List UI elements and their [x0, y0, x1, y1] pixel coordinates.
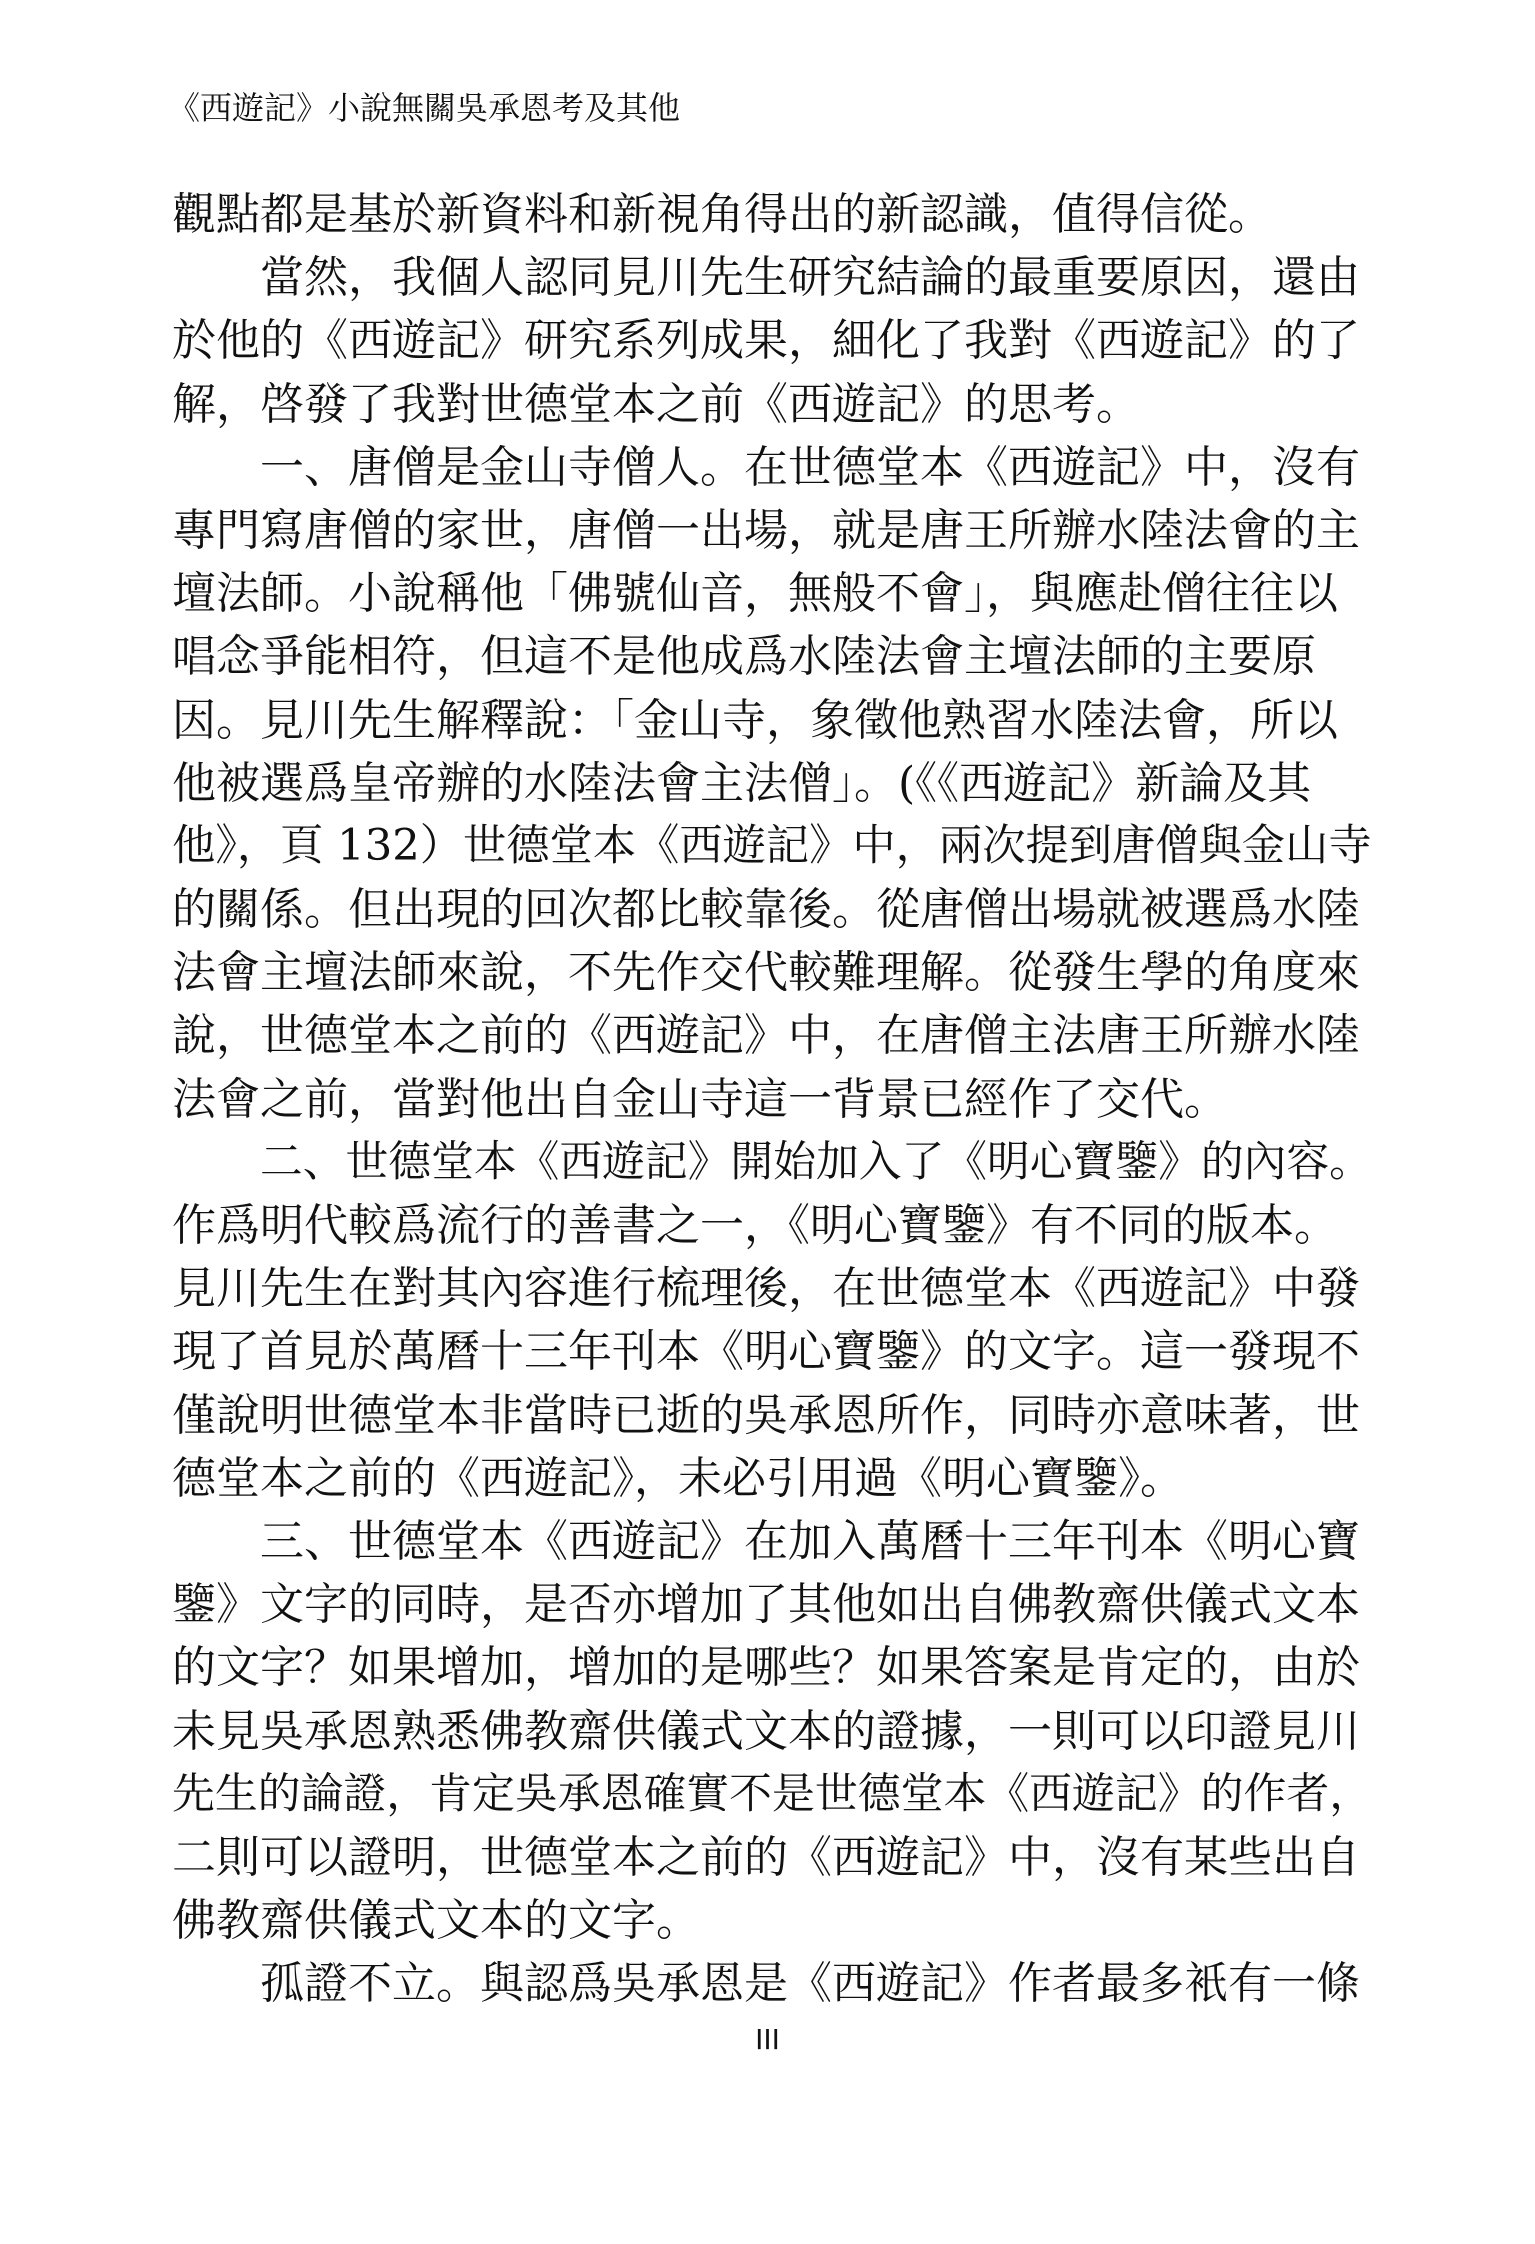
paragraph-start-line: 孤證不立。與認爲吳承恩是《西遊記》作者最多衹有一條 [260, 1958, 1360, 2010]
text-line: 於他的《西遊記》研究系列成果，細化了我對《西遊記》的了 [172, 315, 1360, 367]
text-line: 的關係。但出現的回次都比較靠後。從唐僧出場就被選爲水陸 [172, 884, 1360, 936]
text-line: 德堂本之前的《西遊記》，未必引用過《明心寶鑒》。 [172, 1452, 1184, 1504]
paragraph-start-line: 二、世德堂本《西遊記》開始加入了《明心寶鑒》的內容。 [260, 1136, 1372, 1187]
text-line: 佛教齋供儀式文本的文字。 [172, 1895, 700, 1947]
text-line: 先生的論證，肯定吳承恩確實不是世德堂本《西遊記》的作者， [172, 1768, 1372, 1819]
text-line: 觀點都是基於新資料和新視角得出的新認識，值得信從。 [172, 189, 1272, 240]
text-line: 解，啓發了我對世德堂本之前《西遊記》的思考。 [172, 378, 1140, 430]
paragraph-start-line: 當然，我個人認同見川先生研究結論的最重要原因，還由 [260, 252, 1360, 304]
text-line: 他》，頁 132）世德堂本《西遊記》中，兩次提到唐僧與金山寺 [172, 820, 1372, 871]
paragraph-start-line: 一、唐僧是金山寺僧人。在世德堂本《西遊記》中，沒有 [260, 441, 1360, 493]
paragraph-start-line: 三、世德堂本《西遊記》在加入萬曆十三年刊本《明心寶 [260, 1515, 1360, 1567]
text-line: 壇法師。小說稱他「佛號仙音，無般不會」，與應赴僧往往以 [172, 568, 1338, 620]
text-line: 法會之前，當對他出自金山寺這一背景已經作了交代。 [172, 1073, 1228, 1125]
text-line: 僅說明世德堂本非當時已逝的吳承恩所作，同時亦意味著，世 [172, 1389, 1360, 1441]
text-line: 說，世德堂本之前的《西遊記》中，在唐僧主法唐王所辦水陸 [172, 1010, 1360, 1062]
text-line: 他被選爲皇帝辦的水陸法會主法僧」。(《《西遊記》新論及其 [172, 757, 1312, 809]
text-line: 現了首見於萬曆十三年刊本《明心寶鑒》的文字。這一發現不 [172, 1326, 1360, 1378]
text-line: 作爲明代較爲流行的善書之一，《明心寶鑒》有不同的版本。 [172, 1200, 1338, 1251]
text-line: 唱念爭能相符，但這不是他成爲水陸法會主壇法師的主要原 [172, 631, 1316, 683]
text-line: 因。見川先生解釋說：「金山寺，象徵他熟習水陸法會，所以 [172, 694, 1338, 746]
page-number: III [755, 2023, 780, 2056]
text-line: 未見吳承恩熟悉佛教齋供儀式文本的證據，一則可以印證見川 [172, 1705, 1360, 1757]
body-text [172, 183, 1372, 2015]
text-line: 的文字？如果增加，增加的是哪些？如果答案是肯定的，由於 [172, 1642, 1360, 1694]
text-line: 鑒》文字的同時，是否亦增加了其他如出自佛教齋供儀式文本 [172, 1579, 1360, 1631]
running-header: 《西遊記》小說無關吳承恩考及其他 [168, 89, 681, 127]
text-line: 專門寫唐僧的家世，唐僧一出場，就是唐王所辦水陸法會的主 [172, 504, 1360, 556]
text-line: 法會主壇法師來說，不先作交代較難理解。從發生學的角度來 [172, 947, 1360, 999]
text-line: 二則可以證明，世德堂本之前的《西遊記》中，沒有某些出自 [172, 1831, 1360, 1883]
text-line: 見川先生在對其內容進行梳理後，在世德堂本《西遊記》中發 [172, 1263, 1360, 1315]
